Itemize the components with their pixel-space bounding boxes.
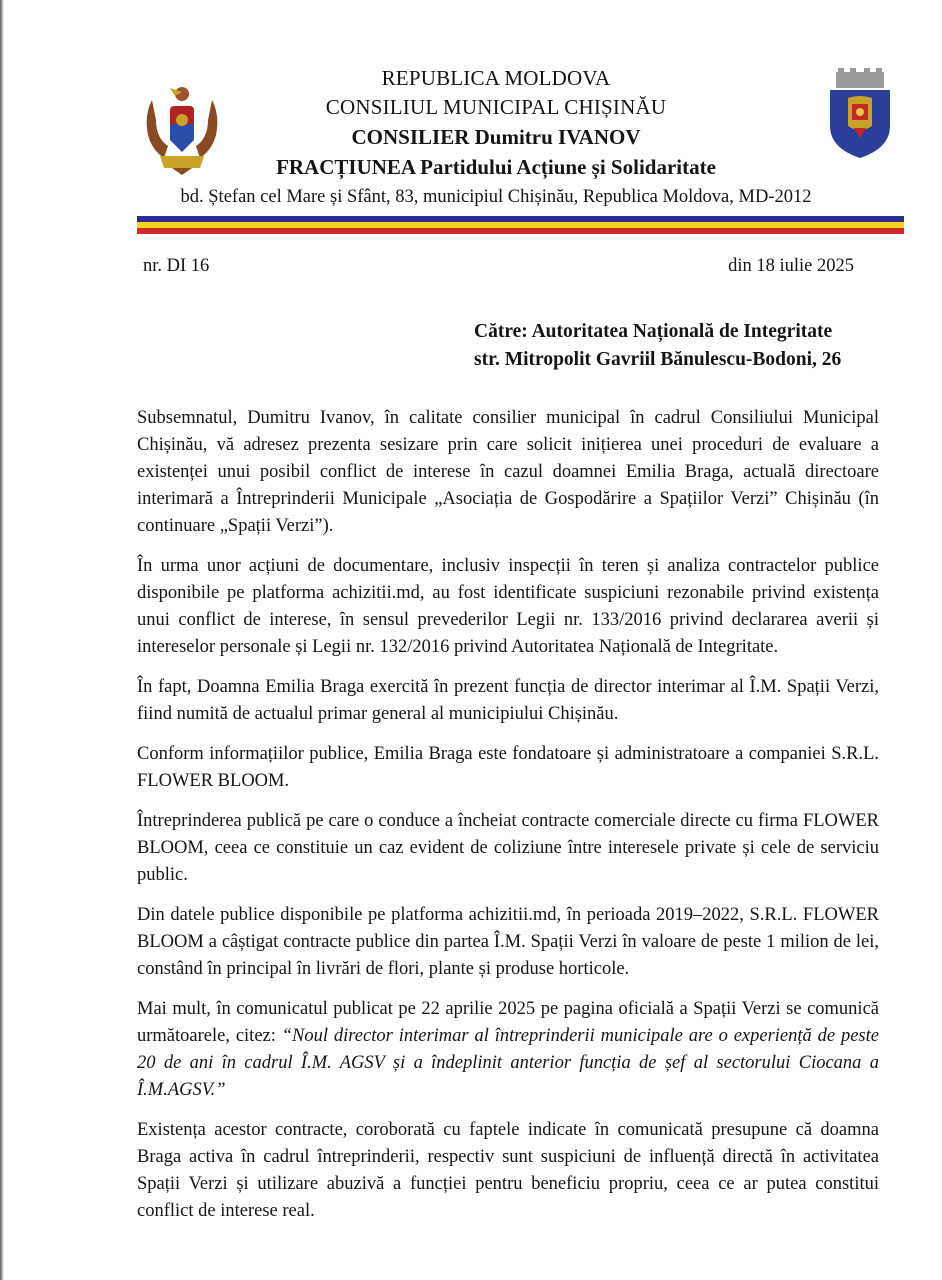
- document-number: nr. DI 16: [143, 256, 210, 276]
- communique-quote: “Noul director interimar al întreprinderii municipale are o experiență de peste 20 de ani în cadrul Î.M. AGSV și a îndeplinit anterior funcția de șef al sectorului Ciocana a Î.M.AGSV.”: [137, 1026, 879, 1100]
- paragraph-procurement: Din datele publice disponibile pe platforma achizitii.md, în perioada 2019–2022, S.R.L. FLOWER BLOOM a câștigat contracte publice din partea Î.M. Spații Verzi în valoare de peste 1 milion de lei, constând în principal în livrări de flori, plante și produse horticole.: [137, 905, 879, 979]
- tricolor-divider: [137, 216, 904, 234]
- letterhead-address: bd. Ștefan cel Mare și Sfânt, 83, municipiul Chișinău, Republica Moldova, MD-2012: [180, 187, 812, 207]
- letterhead: [0, 64, 942, 212]
- paragraph-conclusion: Existența acestor contracte, coroborată cu faptele indicate în comunicată presupune că doamna Braga activa în cadrul întreprinderii, respectiv sunt suspiciuni de influență directă în activitatea Spații Verzi și utilizare abuzivă a funcției pentru beneficiu propriu, ceea ce ar putea constitui conflict de interese real.: [137, 1120, 879, 1221]
- communique-intro: Mai mult, în comunicatul publicat pe 22 aprilie 2025 pe pagina oficială a Spații Verzi se comunică următoarele, citez:: [137, 999, 879, 1046]
- recipient-address: str. Mitropolit Gavriil Bănulescu-Bodoni, 26: [474, 349, 842, 370]
- paragraph-communique: [137, 996, 879, 1104]
- paragraph-contracts: Întreprinderea publică pe care o conduce a încheiat contracte comerciale directe cu firma FLOWER BLOOM, ceea ce constituie un caz evident de coliziune între interesele private și cele de serviciu public.: [137, 811, 879, 885]
- divider-stripe-red: [137, 228, 904, 234]
- country-name: REPUBLICA MOLDOVA: [381, 66, 611, 90]
- recipient-name: Către: Autoritatea Națională de Integritate: [474, 321, 833, 342]
- paragraph-introduction: Subsemnatul, Dumitru Ivanov, în calitate consilier municipal în cadrul Consiliului Municipal Chișinău, vă adresez prezenta sesizare prin care solicit inițierea unei proceduri de evaluare a existenței unui posibil conflict de interese în cazul doamnei Emilia Braga, actuală directoare interimară a Întreprinderii Municipale „Asociația de Gospodărire a Spațiilor Verzi” Chișinău (în continuare „Spații Verzi”).: [137, 408, 879, 536]
- document-date: din 18 iulie 2025: [728, 256, 854, 276]
- paragraph-documentation: În urma unor acțiuni de documentare, inclusiv inspecții în teren și analiza contractelor publice disponibile pe platforma achizitii.md, au fost identificate suspiciuni rezonabile privind existența unui conflict de interese, în sensul prevederilor Legii nr. 133/2016 privind declararea averii și intereselor personale și Legii nr. 132/2016 privind Autoritatea Națională de Integritate.: [137, 556, 879, 657]
- council-name: CONSILIUL MUNICIPAL CHIȘINĂU: [325, 95, 667, 119]
- councillor-name: CONSILIER Dumitru IVANOV: [351, 125, 641, 149]
- letter-body: [137, 405, 879, 1238]
- faction-name: FRACȚIUNEA Partidului Acțiune și Solidaritate: [276, 155, 716, 179]
- paragraph-facts: În fapt, Doamna Emilia Braga exercită în prezent funcția de director interimar al Î.M. Spații Verzi, fiind numită de actualul primar general al municipiului Chișinău.: [137, 677, 879, 724]
- paragraph-company: Conform informațiilor publice, Emilia Braga este fondatoare și administratoare a companiei S.R.L. FLOWER BLOOM.: [137, 744, 879, 791]
- recipient-block: [474, 318, 841, 374]
